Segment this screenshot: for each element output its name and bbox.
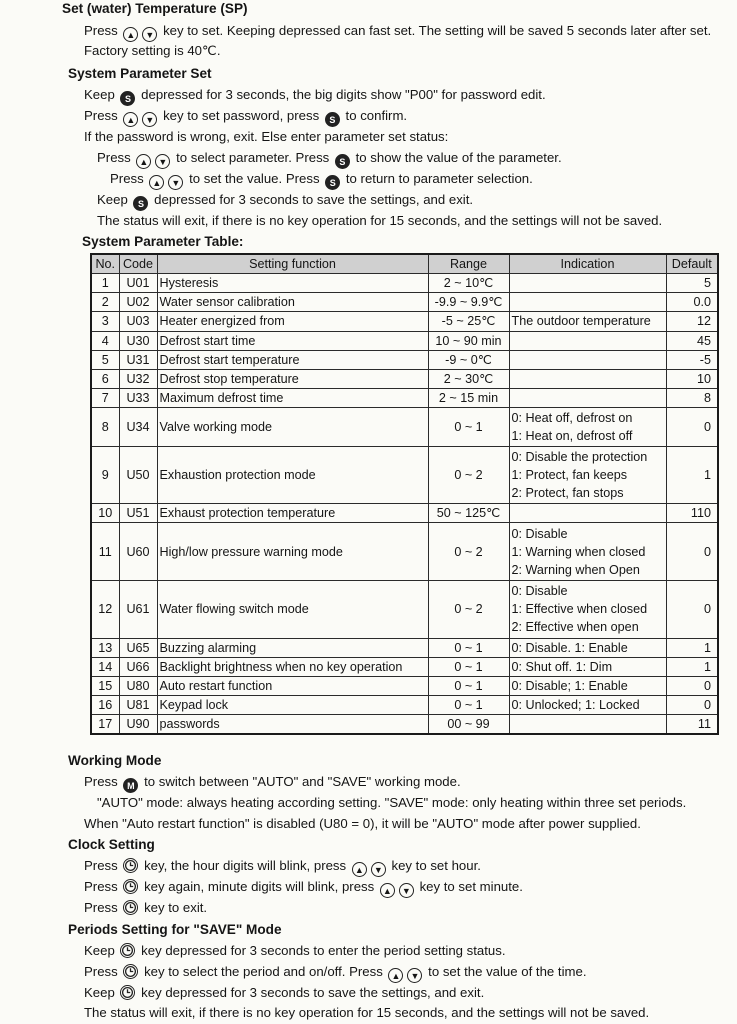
- cell-function: Water sensor calibration: [157, 293, 428, 312]
- cell-code: U34: [119, 408, 157, 446]
- sp-title: Set (water) Temperature (SP): [62, 1, 248, 16]
- up-key-icon: ▲: [123, 27, 138, 42]
- set-key-icon: S: [325, 175, 340, 190]
- cell-function: Valve working mode: [157, 408, 428, 446]
- cell-default: 11: [666, 715, 718, 735]
- sys-line-2: Press ▲ ▼ key to set password, press S to confirm.: [84, 108, 408, 125]
- cell-function: Heater energized from: [157, 312, 428, 331]
- down-key-icon: ▼: [142, 112, 157, 127]
- up-key-icon: ▲: [352, 862, 367, 877]
- cell-no: 3: [91, 312, 119, 331]
- clock-key-icon: [123, 879, 138, 894]
- table-row: [91, 657, 718, 676]
- cell-no: 9: [91, 446, 119, 504]
- cell-function: Keypad lock: [157, 696, 428, 715]
- period-line-2: Press key to select the period and on/off. Press ▲ ▼ to set the value of the time.: [84, 964, 587, 981]
- header-no: No.: [91, 254, 119, 274]
- cell-indication: [509, 389, 666, 408]
- cell-function: Exhaust protection temperature: [157, 504, 428, 523]
- cell-range: 0 ~ 1: [428, 696, 509, 715]
- sys-line-3: If the password is wrong, exit. Else enter parameter set status:: [84, 129, 449, 144]
- cell-indication: [509, 331, 666, 350]
- cell-default: 1: [666, 446, 718, 504]
- up-key-icon: ▲: [149, 175, 164, 190]
- table-row: [91, 389, 718, 408]
- cell-function: Defrost stop temperature: [157, 369, 428, 388]
- clock-key-icon: [123, 964, 138, 979]
- period-title: Periods Setting for "SAVE" Mode: [68, 922, 282, 937]
- sys-line-4: Press ▲ ▼ to select parameter. Press S to show the value of the parameter.: [97, 150, 562, 167]
- cell-default: 0: [666, 677, 718, 696]
- table-row: [91, 274, 718, 293]
- cell-code: U81: [119, 696, 157, 715]
- cell-indication: [509, 504, 666, 523]
- work-line-1: Press M to switch between "AUTO" and "SAVE" working mode.: [84, 774, 461, 791]
- indication-line: 0: Heat off, defrost on: [511, 411, 633, 425]
- cell-indication: [509, 657, 666, 676]
- down-key-icon: ▼: [168, 175, 183, 190]
- cell-range: -5 ~ 25℃: [428, 312, 509, 331]
- indication-line: 1: Warning when closed: [511, 544, 646, 559]
- table-title: System Parameter Table:: [82, 234, 244, 249]
- sys-line-7: The status will exit, if there is no key operation for 15 seconds, and the settings will not be saved.: [97, 213, 663, 228]
- down-key-icon: ▼: [371, 862, 386, 877]
- cell-range: -9 ~ 0℃: [428, 350, 509, 369]
- header-function: Setting function: [157, 254, 428, 274]
- cell-code: U50: [119, 446, 157, 504]
- cell-range: 10 ~ 90 min: [428, 331, 509, 350]
- mode-key-icon: M: [123, 778, 138, 793]
- cell-code: U66: [119, 657, 157, 676]
- sp-line-2: Factory setting is 40℃.: [84, 43, 221, 58]
- cell-indication: [509, 274, 666, 293]
- indication-line: The outdoor temperature: [511, 314, 651, 329]
- cell-range: 0 ~ 1: [428, 657, 509, 676]
- clock-line-1: Press key, the hour digits will blink, press ▲ ▼ key to set hour.: [84, 858, 481, 875]
- cell-no: 5: [91, 350, 119, 369]
- table-row: [91, 504, 718, 523]
- table-row: [91, 638, 718, 657]
- cell-indication: [509, 715, 666, 735]
- cell-code: U31: [119, 350, 157, 369]
- cell-indication: [509, 638, 666, 657]
- cell-default: 8: [666, 389, 718, 408]
- down-key-icon: ▼: [155, 154, 170, 169]
- indication-line: 0: Disable: [511, 584, 568, 599]
- cell-range: 2 ~ 15 min: [428, 389, 509, 408]
- cell-no: 7: [91, 389, 119, 408]
- cell-indication: [509, 446, 666, 504]
- cell-range: 0 ~ 1: [428, 638, 509, 657]
- indication-line: 0: Disable: [511, 526, 568, 541]
- cell-indication: [509, 350, 666, 369]
- cell-function: passwords: [157, 715, 428, 735]
- cell-code: U51: [119, 504, 157, 523]
- cell-indication: [509, 369, 666, 388]
- clock-key-icon: [123, 858, 138, 873]
- cell-no: 17: [91, 715, 119, 735]
- sp-line-1: Press ▲ ▼ key to set. Keeping depressed can fast set. The setting will be saved 5 seconds later after set.: [84, 23, 712, 40]
- indication-line: 1: Effective when closed: [511, 602, 648, 617]
- cell-range: 0 ~ 1: [428, 677, 509, 696]
- cell-code: U60: [119, 523, 157, 581]
- cell-function: Buzzing alarming: [157, 638, 428, 657]
- table-row: [91, 523, 718, 581]
- period-line-4: The status will exit, if there is no key operation for 15 seconds, and the settings will not be saved.: [84, 1005, 650, 1020]
- cell-indication: [509, 523, 666, 581]
- cell-no: 10: [91, 504, 119, 523]
- table-row: [91, 293, 718, 312]
- cell-no: 6: [91, 369, 119, 388]
- clock-line-3: Press key to exit.: [84, 900, 208, 915]
- sys-line-5: Press ▲ ▼ to set the value. Press S to return to parameter selection.: [110, 171, 533, 188]
- cell-default: 5: [666, 274, 718, 293]
- indication-line: 1: Heat on, defrost off: [511, 429, 633, 443]
- indication-line: 2: Warning when Open: [511, 562, 640, 577]
- cell-default: 0.0: [666, 293, 718, 312]
- work-line-2: "AUTO" mode: always heating according setting. "SAVE" mode: only heating within three set periods.: [97, 795, 687, 810]
- sys-line-1: Keep S depressed for 3 seconds, the big digits show "P00" for password edit.: [84, 87, 546, 104]
- cell-no: 2: [91, 293, 119, 312]
- cell-function: Backlight brightness when no key operation: [157, 657, 428, 676]
- cell-function: Exhaustion protection mode: [157, 446, 428, 504]
- cell-range: 0 ~ 2: [428, 581, 509, 639]
- up-key-icon: ▲: [388, 968, 403, 983]
- header-indication: Indication: [509, 254, 666, 274]
- set-key-icon: S: [335, 154, 350, 169]
- cell-code: U01: [119, 274, 157, 293]
- indication-line: 0: Disable; 1: Enable: [511, 679, 628, 694]
- cell-function: Water flowing switch mode: [157, 581, 428, 639]
- table-row: [91, 715, 718, 735]
- cell-default: 0: [666, 581, 718, 639]
- cell-range: 50 ~ 125℃: [428, 504, 509, 523]
- set-key-icon: S: [325, 112, 340, 127]
- cell-range: 0 ~ 1: [428, 408, 509, 446]
- cell-default: 0: [666, 523, 718, 581]
- cell-range: 2 ~ 30℃: [428, 369, 509, 388]
- cell-code: U90: [119, 715, 157, 735]
- cell-indication: [509, 581, 666, 639]
- cell-no: 13: [91, 638, 119, 657]
- cell-code: U80: [119, 677, 157, 696]
- cell-no: 15: [91, 677, 119, 696]
- cell-default: 110: [666, 504, 718, 523]
- parameter-table: [90, 253, 719, 735]
- clock-key-icon: [120, 985, 135, 1000]
- cell-indication: [509, 312, 666, 331]
- up-key-icon: ▲: [136, 154, 151, 169]
- cell-function: High/low pressure warning mode: [157, 523, 428, 581]
- table-header-row: [91, 254, 718, 274]
- cell-range: 2 ~ 10℃: [428, 274, 509, 293]
- cell-function: Hysteresis: [157, 274, 428, 293]
- cell-code: U65: [119, 638, 157, 657]
- down-key-icon: ▼: [142, 27, 157, 42]
- cell-default: 1: [666, 657, 718, 676]
- sys-title: System Parameter Set: [68, 66, 212, 81]
- period-line-3: Keep key depressed for 3 seconds to save the settings, and exit.: [84, 985, 485, 1000]
- clock-title: Clock Setting: [68, 837, 155, 852]
- indication-line: 0: Disable. 1: Enable: [511, 640, 628, 655]
- cell-code: U02: [119, 293, 157, 312]
- cell-range: 0 ~ 2: [428, 523, 509, 581]
- cell-default: -5: [666, 350, 718, 369]
- table-row: [91, 369, 718, 388]
- cell-indication: [509, 677, 666, 696]
- cell-indication: [509, 696, 666, 715]
- indication-line: 2: Protect, fan stops: [511, 486, 624, 500]
- clock-key-icon: [123, 900, 138, 915]
- sys-line-6: Keep S depressed for 3 seconds to save the settings, and exit.: [97, 192, 474, 209]
- cell-default: 0: [666, 408, 718, 446]
- cell-no: 14: [91, 657, 119, 676]
- table-row: [91, 408, 718, 446]
- cell-range: -9.9 ~ 9.9℃: [428, 293, 509, 312]
- cell-no: 8: [91, 408, 119, 446]
- cell-code: U03: [119, 312, 157, 331]
- cell-default: 10: [666, 369, 718, 388]
- cell-range: 0 ~ 2: [428, 446, 509, 504]
- header-range: Range: [428, 254, 509, 274]
- cell-no: 11: [91, 523, 119, 581]
- cell-indication: [509, 293, 666, 312]
- cell-default: 45: [666, 331, 718, 350]
- indication-line: 0: Disable the protection: [511, 450, 648, 464]
- clock-line-2: Press key again, minute digits will blink, press ▲ ▼ key to set minute.: [84, 879, 523, 896]
- indication-line: 0: Shut off. 1: Dim: [511, 659, 613, 674]
- table-row: [91, 446, 718, 504]
- cell-no: 16: [91, 696, 119, 715]
- set-key-icon: S: [120, 91, 135, 106]
- work-line-3: When "Auto restart function" is disabled (U80 = 0), it will be "AUTO" mode after power supplied.: [84, 816, 641, 831]
- indication-line: 2: Effective when open: [511, 620, 639, 635]
- table-row: [91, 696, 718, 715]
- set-key-icon: S: [133, 196, 148, 211]
- clock-key-icon: [120, 943, 135, 958]
- cell-no: 4: [91, 331, 119, 350]
- cell-code: U30: [119, 331, 157, 350]
- cell-function: Auto restart function: [157, 677, 428, 696]
- cell-default: 1: [666, 638, 718, 657]
- cell-range: 00 ~ 99: [428, 715, 509, 735]
- cell-no: 12: [91, 581, 119, 639]
- down-key-icon: ▼: [407, 968, 422, 983]
- header-default: Default: [666, 254, 718, 274]
- cell-default: 12: [666, 312, 718, 331]
- cell-code: U61: [119, 581, 157, 639]
- cell-function: Defrost start time: [157, 331, 428, 350]
- up-key-icon: ▲: [380, 883, 395, 898]
- table-row: [91, 350, 718, 369]
- cell-code: U32: [119, 369, 157, 388]
- cell-function: Maximum defrost time: [157, 389, 428, 408]
- cell-default: 0: [666, 696, 718, 715]
- cell-function: Defrost start temperature: [157, 350, 428, 369]
- cell-code: U33: [119, 389, 157, 408]
- table-row: [91, 312, 718, 331]
- table-row: [91, 677, 718, 696]
- cell-indication: [509, 408, 666, 446]
- work-title: Working Mode: [68, 753, 162, 768]
- table-row: [91, 331, 718, 350]
- table-row: [91, 581, 718, 639]
- indication-line: 1: Protect, fan keeps: [511, 468, 628, 482]
- header-code: Code: [119, 254, 157, 274]
- period-line-1: Keep key depressed for 3 seconds to enter the period setting status.: [84, 943, 506, 958]
- up-key-icon: ▲: [123, 112, 138, 127]
- indication-line: 0: Unlocked; 1: Locked: [511, 698, 640, 713]
- cell-no: 1: [91, 274, 119, 293]
- down-key-icon: ▼: [399, 883, 414, 898]
